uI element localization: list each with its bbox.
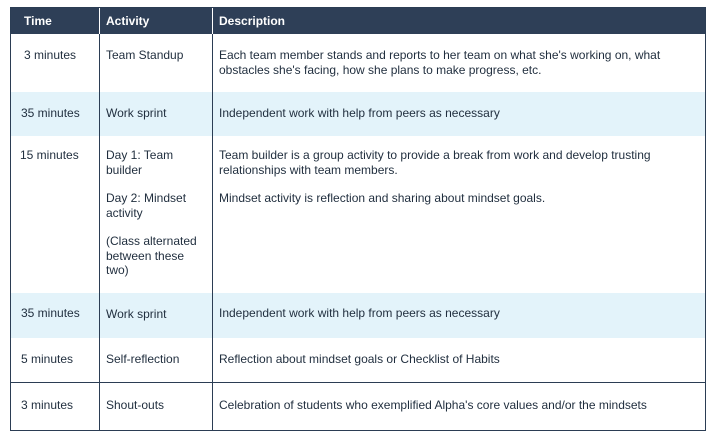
table-row: [11, 338, 705, 383]
activity-cell: Work sprint: [100, 92, 213, 136]
description-line: obstacles she's facing, how she plans to make progress, etc.: [219, 62, 542, 77]
activity-block: [106, 148, 206, 177]
description-line: Each team member stands and reports to her team on what she's working on, what: [219, 48, 661, 62]
description-line: Mindset activity is reflection and sharing about mindset goals.: [219, 191, 546, 205]
table-row: [11, 34, 705, 92]
time-cell: 35 minutes: [11, 293, 100, 338]
description-cell: Reflection about mindset goals or Checklist of Habits: [219, 352, 500, 366]
header-time: Time: [11, 8, 100, 34]
description-cell: [213, 136, 705, 293]
table-row: [11, 293, 705, 338]
description-block: [219, 191, 699, 206]
table-row: [11, 136, 705, 293]
activity-cell: Work sprint: [100, 293, 213, 338]
activity-cell: [100, 136, 213, 293]
time-cell: 3 minutes: [11, 34, 100, 92]
description-line: relationships with team members.: [219, 162, 398, 177]
table-header-row: [11, 8, 705, 34]
activity-cell: Shout-outs: [100, 383, 213, 430]
schedule-table: [10, 7, 706, 431]
description-block: [219, 148, 699, 177]
activity-line: two): [106, 263, 129, 277]
table-row: [11, 92, 705, 136]
description-cell: Celebration of students who exemplified Alpha's core values and/or the mindsets: [219, 398, 647, 412]
activity-block: [106, 191, 206, 220]
header-description: Description: [219, 14, 286, 28]
description-cell: [213, 34, 705, 92]
time-cell: 15 minutes: [11, 136, 100, 293]
activity-line: Day 1: Team: [106, 148, 174, 162]
activity-line: builder: [106, 162, 143, 177]
description-cell: Independent work with help from peers as necessary: [219, 106, 500, 120]
activity-line: Day 2: Mindset: [106, 191, 187, 205]
time-cell: 35 minutes: [11, 92, 100, 136]
header-activity: Activity: [100, 8, 213, 34]
description-cell: Independent work with help from peers as necessary: [219, 306, 500, 320]
activity-block: [106, 234, 206, 278]
time-cell: 5 minutes: [11, 338, 100, 382]
table-row: [11, 383, 705, 430]
activity-line: between these: [106, 248, 185, 263]
activity-line: (Class alternated: [106, 234, 197, 248]
activity-cell: Self-reflection: [100, 338, 213, 382]
description-line: Team builder is a group activity to provide a break from work and develop trusting: [219, 148, 651, 162]
activity-line: activity: [106, 205, 143, 220]
time-cell: 3 minutes: [11, 383, 100, 430]
activity-cell: Team Standup: [100, 34, 213, 92]
